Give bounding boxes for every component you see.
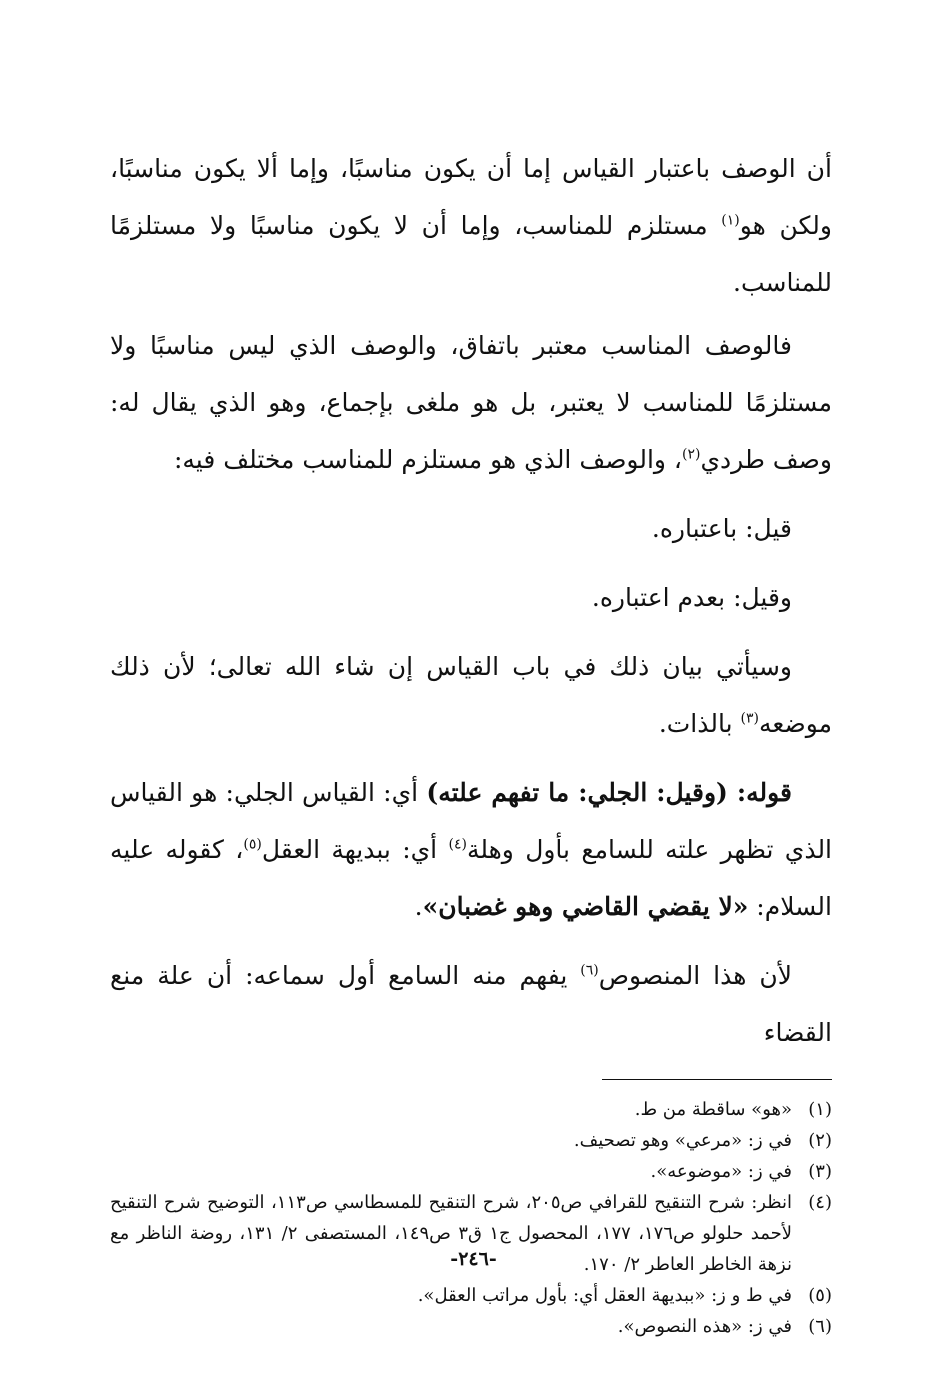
paragraph-5 bbox=[110, 638, 832, 752]
paragraph-2 bbox=[110, 317, 832, 488]
paragraph-6-text-a: أي: القياس الجلي: هو القياس الذي تظهر علته للسامع بأول وهلة bbox=[110, 778, 833, 864]
footnote-divider bbox=[602, 1079, 832, 1080]
footnote-item bbox=[110, 1156, 832, 1187]
footnote-ref-6[interactable]: (٦) bbox=[580, 962, 599, 979]
paragraph-1-text-b: مستلزم للمناسب، وإما أن لا يكون مناسبًا ولا مستلزمًا للمناسب. bbox=[110, 211, 832, 297]
footnote-number: (١) bbox=[808, 1099, 832, 1120]
footnote-item bbox=[110, 1280, 832, 1311]
footnote-text: «هو» ساقطة من ط. bbox=[634, 1099, 792, 1120]
paragraph-6 bbox=[110, 764, 832, 935]
hadith-quote: «لا يقضي القاضي وهو غضبان» bbox=[422, 892, 749, 921]
footnote-text: في ز: «مرعي» وهو تصحيف. bbox=[573, 1130, 792, 1151]
page-number: -٢٤٦- bbox=[450, 1248, 497, 1270]
footnote-text: في ز: «هذه النصوص». bbox=[617, 1316, 792, 1337]
paragraph-2-text-a: فالوصف المناسب معتبر باتفاق، والوصف الذي ليس مناسبًا ولا مستلزمًا للمناسب لا يعتبر، بل هو ملغى بإجماع، وهو الذي يقال له: وصف طردي bbox=[110, 331, 832, 474]
paragraph-1 bbox=[110, 140, 832, 311]
footnote-ref-1[interactable]: (١) bbox=[721, 212, 740, 229]
paragraph-5-text-b: بالذات. bbox=[658, 709, 741, 738]
footnote-text: في ز: «موضوعه». bbox=[650, 1161, 792, 1182]
paragraph-6-text-d: . bbox=[414, 892, 423, 921]
footnote-ref-4[interactable]: (٤) bbox=[448, 836, 467, 853]
footnote-item bbox=[110, 1125, 832, 1156]
footnote-ref-3[interactable]: (٣) bbox=[740, 710, 759, 727]
footnote-ref-2[interactable]: (٢) bbox=[682, 446, 701, 463]
footnote-text: في ط و ز: «ببديهة العقل أي: بأول مراتب العقل». bbox=[417, 1285, 792, 1306]
paragraph-2-text-b: ، والوصف الذي هو مستلزم للمناسب مختلف فيه: bbox=[173, 445, 682, 474]
paragraph-6-text-b: أي: ببديهة العقل bbox=[261, 835, 449, 864]
paragraph-7 bbox=[110, 947, 832, 1061]
footnote-item bbox=[110, 1311, 832, 1342]
footnote-ref-5[interactable]: (٥) bbox=[243, 836, 262, 853]
paragraph-7-text-b: يفهم منه السامع أول سماعه: أن علة منع القضاء bbox=[110, 961, 832, 1047]
paragraph-1-text-a: أن الوصف باعتبار القياس إما أن يكون مناسبًا، وإما ألا يكون مناسبًا، ولكن هو bbox=[110, 154, 832, 240]
footnote-number: (٣) bbox=[808, 1161, 832, 1182]
footnote-number: (٥) bbox=[808, 1285, 832, 1306]
footnotes bbox=[110, 1094, 832, 1342]
paragraph-7-text-a: لأن هذا المنصوص bbox=[598, 961, 792, 990]
footnote-number: (٦) bbox=[808, 1316, 832, 1337]
footnote-item bbox=[110, 1094, 832, 1125]
footnote-number: (٢) bbox=[808, 1130, 832, 1151]
page-body bbox=[110, 140, 832, 1342]
footnote-number: (٤) bbox=[808, 1192, 832, 1213]
quoted-heading: قوله: (وقيل: الجلي: ما تفهم علته) bbox=[426, 778, 792, 807]
paragraph-5-text-a: وسيأتي بيان ذلك في باب القياس إن شاء الله تعالى؛ لأن ذلك موضعه bbox=[110, 652, 832, 738]
footnote-text: انظر: شرح التنقيح للقرافي ص٢٠٥، شرح التنقيح للمسطاسي ص١١٣، التوضيح شرح التنقيح لأحمد حلولو ص١٧٦، ١٧٧، المحصول ج١ ق٣ ص١٤٩، المستصفى ٢/ ١٣١، روضة الناظر مع نزهة الخاطر العاطر ٢/ ١٧٠. bbox=[110, 1192, 793, 1275]
paragraph-6-text-c: ، كقوله عليه السلام: bbox=[110, 835, 832, 921]
paragraph-4: وقيل: بعدم اعتباره. bbox=[591, 583, 792, 612]
paragraph-3: قيل: باعتباره. bbox=[651, 514, 792, 543]
